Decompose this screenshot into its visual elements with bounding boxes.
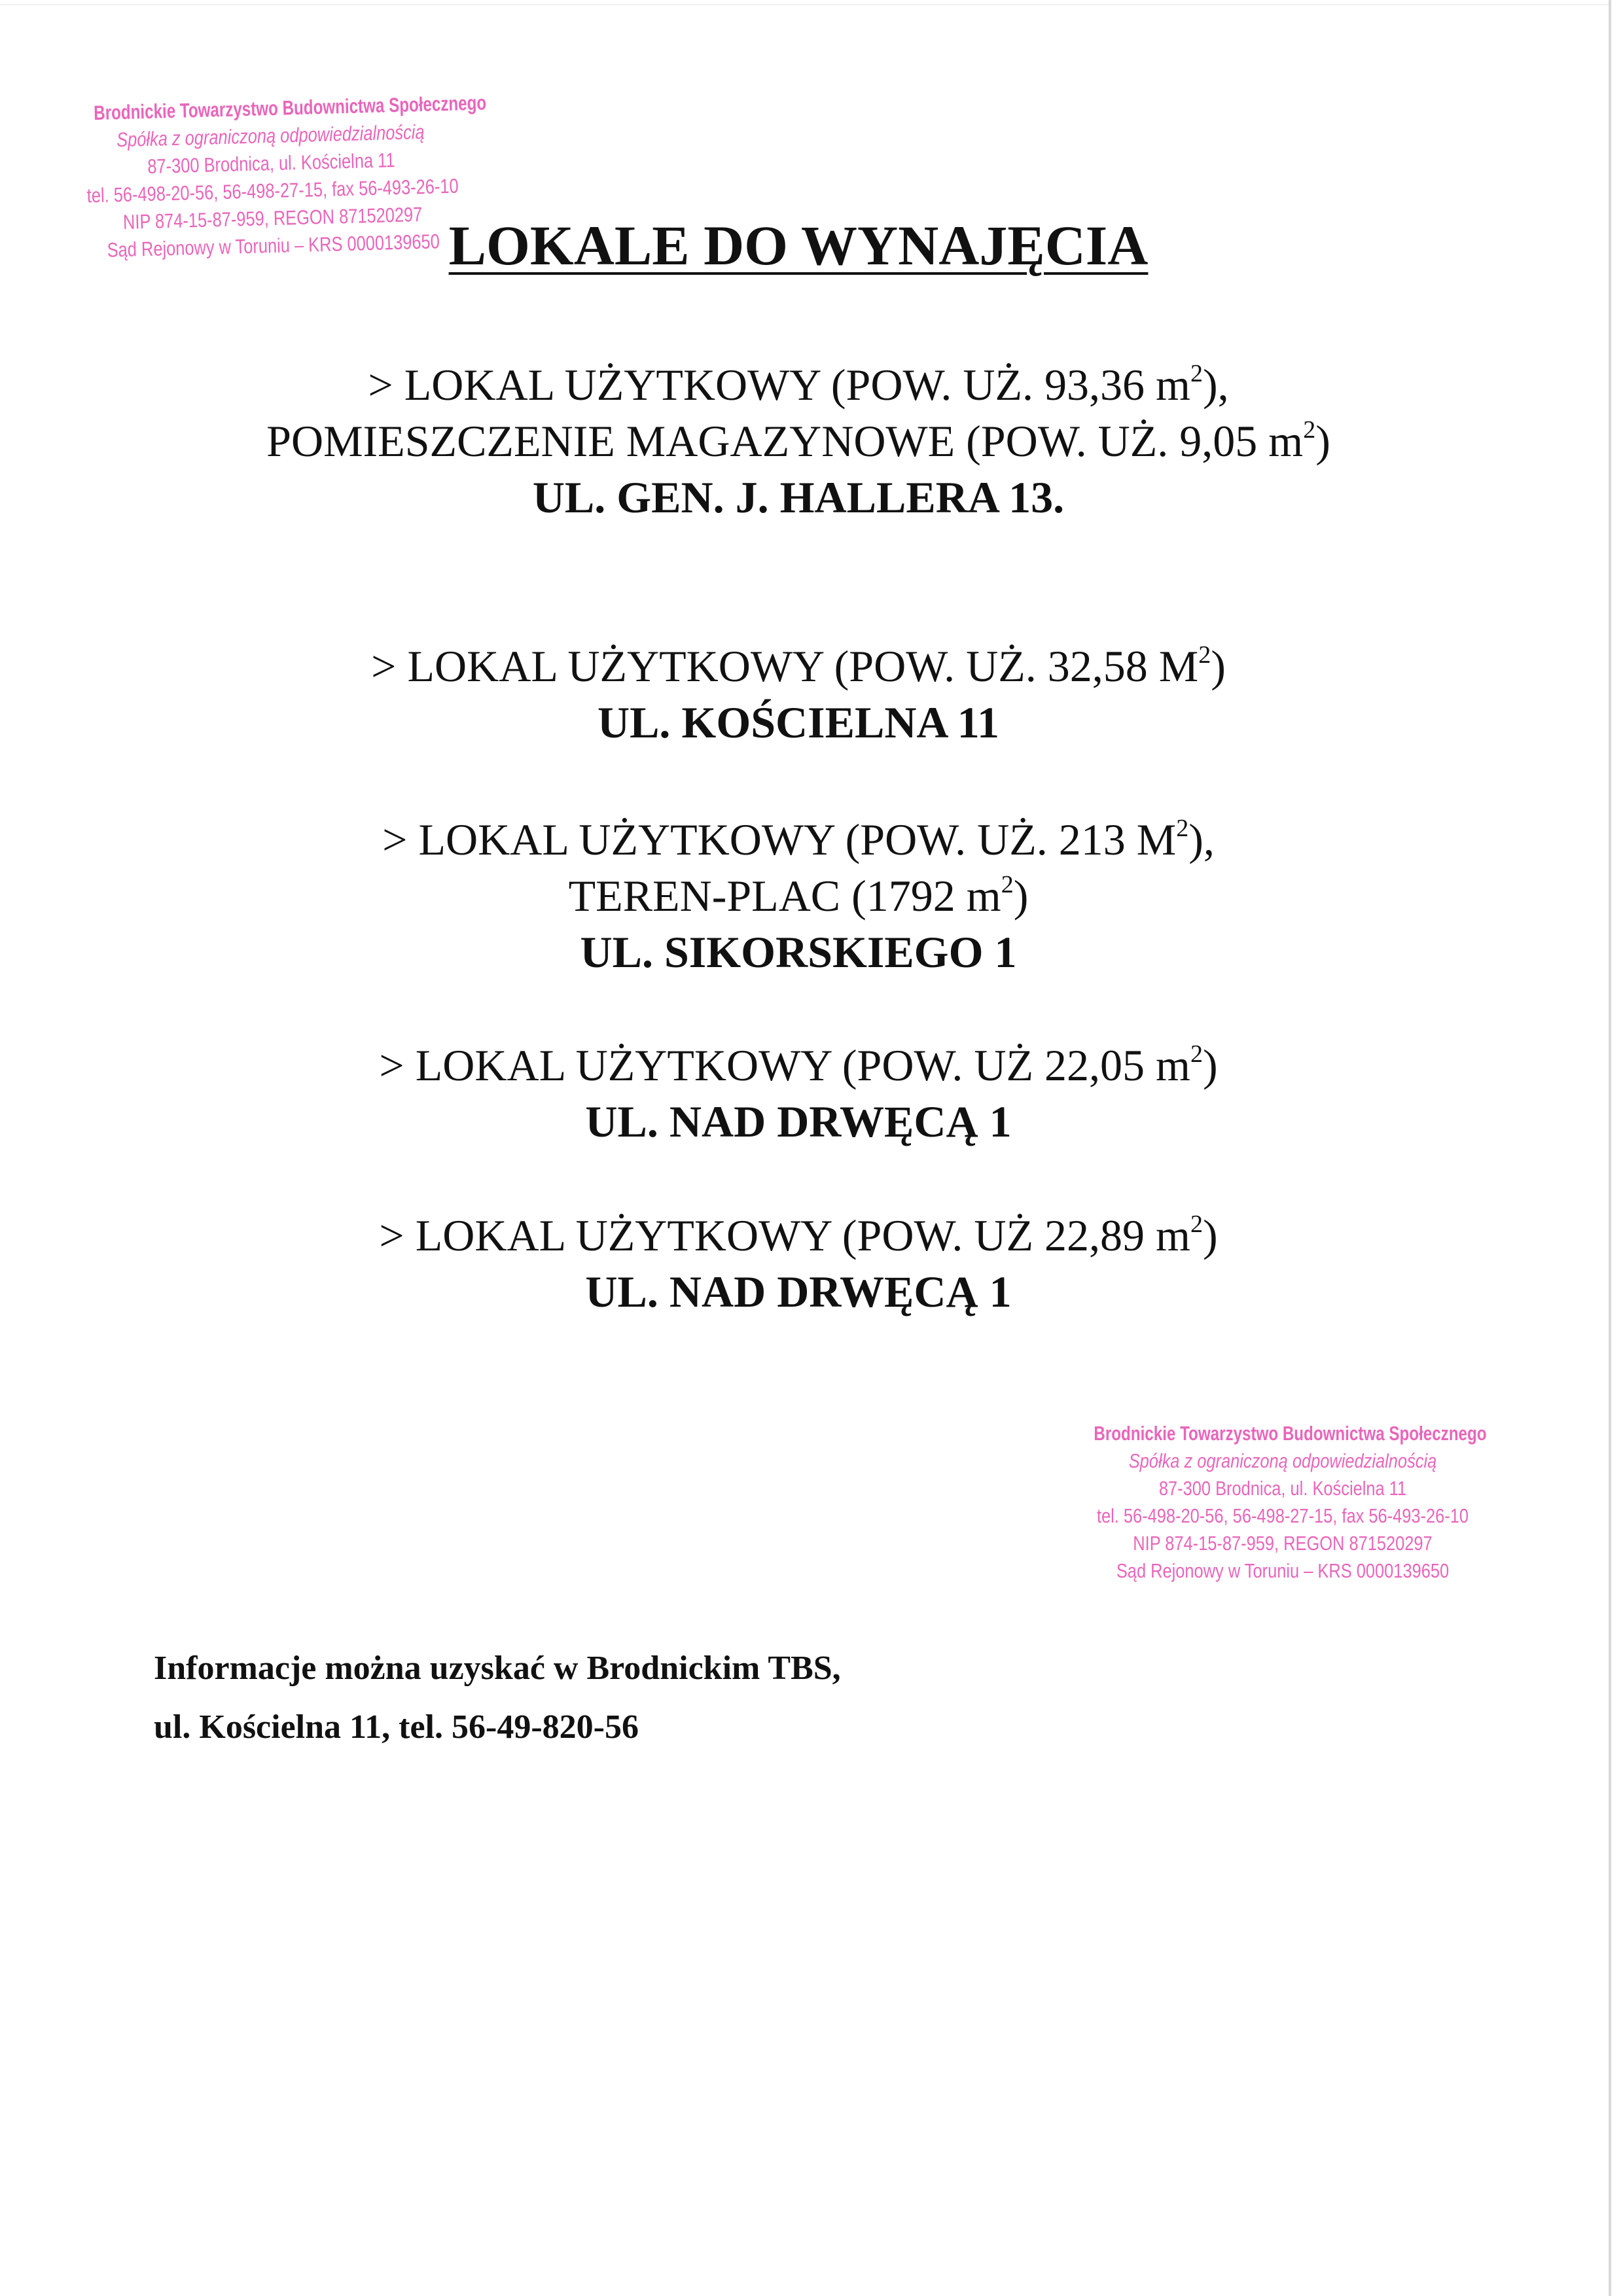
stamp-line-court: Sąd Rejonowy w Toruniu – KRS 0000139650 — [107, 230, 440, 262]
stamp-line-court: Sąd Rejonowy w Toruniu – KRS 0000139650 — [1116, 1559, 1450, 1582]
listing-text: > LOKAL UŻYTKOWY (POW. UŻ. 213 M — [382, 815, 1177, 864]
stamp-line-address: 87-300 Brodnica, ul. Kościelna 11 — [147, 149, 395, 178]
listing-line — [0, 413, 1597, 469]
listing-line — [0, 811, 1597, 868]
listing-address: UL. SIKORSKIEGO 1 — [580, 927, 1017, 977]
listing-text-end: ), — [1202, 360, 1229, 410]
listing-text: TEREN-PLAC (1792 m — [568, 871, 1001, 921]
listing-text-end: ) — [1013, 871, 1029, 921]
listing-text-end: ) — [1315, 416, 1330, 466]
listing-item — [0, 638, 1597, 751]
company-stamp-bottom — [1041, 1420, 1525, 1585]
stamp-line-company: Brodnickie Towarzystwo Budownictwa Społecznego — [1094, 1422, 1487, 1445]
listing-address: UL. GEN. J. HALLERA 13. — [532, 472, 1065, 522]
listing-text-end: ), — [1188, 815, 1215, 864]
listing-text-end: ) — [1202, 1040, 1218, 1090]
superscript: 2 — [1190, 1040, 1203, 1068]
superscript: 2 — [1190, 1210, 1203, 1238]
listing-address: UL. NAD DRWĘCĄ 1 — [585, 1097, 1012, 1146]
stamp-line-company: Brodnickie Towarzystwo Budownictwa Społecznego — [93, 91, 487, 125]
contact-info — [154, 1639, 841, 1757]
contact-line-1: Informacje można uzyskać w Brodnickim TBS, — [154, 1650, 841, 1687]
listing-address: UL. NAD DRWĘCĄ 1 — [585, 1267, 1012, 1316]
listing-text: POMIESZCZENIE MAGAZYNOWE (POW. UŻ. 9,05 m — [266, 416, 1304, 466]
listing-text-end: ) — [1202, 1210, 1218, 1260]
superscript: 2 — [1198, 641, 1211, 669]
listing-line — [0, 1207, 1597, 1263]
listing-item — [0, 1037, 1597, 1150]
stamp-line-address: 87-300 Brodnica, ul. Kościelna 11 — [1158, 1477, 1407, 1500]
listing-address: UL. KOŚCIELNA 11 — [597, 698, 1000, 747]
scan-edge-top — [0, 4, 1609, 5]
stamp-line-phone: tel. 56-498-20-56, 56-498-27-15, fax 56-493-26-10 — [1096, 1504, 1469, 1527]
stamp-line-nip: NIP 874-15-87-959, REGON 871520297 — [122, 202, 423, 234]
listing-text: > LOKAL UŻYTKOWY (POW. UŻ 22,05 m — [379, 1040, 1190, 1090]
listing-text-end: ) — [1211, 641, 1226, 691]
listing-line — [0, 638, 1597, 694]
scan-edge-right — [1609, 0, 1611, 2296]
listing-line — [0, 868, 1597, 924]
stamp-line-legal-form: Spółka z ograniczoną odpowiedzialnością — [1128, 1449, 1437, 1472]
listing-text: > LOKAL UŻYTKOWY (POW. UŻ. 32,58 M — [371, 641, 1199, 691]
listing-line — [0, 357, 1597, 413]
listing-text: > LOKAL UŻYTKOWY (POW. UŻ. 93,36 m — [368, 360, 1190, 410]
stamp-line-nip: NIP 874-15-87-959, REGON 871520297 — [1133, 1532, 1433, 1555]
listing-item — [0, 811, 1597, 980]
superscript: 2 — [1176, 815, 1189, 842]
stamp-line-phone: tel. 56-498-20-56, 56-498-27-15, fax 56-493-26-10 — [86, 174, 459, 207]
page-title: LOKALE DO WYNAJĘCIA — [448, 214, 1149, 277]
stamp-line-legal-form: Spółka z ograniczoną odpowiedzialnością — [116, 120, 425, 152]
superscript: 2 — [1001, 871, 1014, 898]
listing-item — [0, 1207, 1597, 1320]
listing-text: > LOKAL UŻYTKOWY (POW. UŻ 22,89 m — [379, 1210, 1190, 1260]
superscript: 2 — [1303, 416, 1316, 444]
contact-line-2: ul. Kościelna 11, tel. 56-49-820-56 — [154, 1708, 639, 1746]
listing-item — [0, 357, 1597, 525]
superscript: 2 — [1190, 360, 1203, 387]
listing-line — [0, 1037, 1597, 1093]
